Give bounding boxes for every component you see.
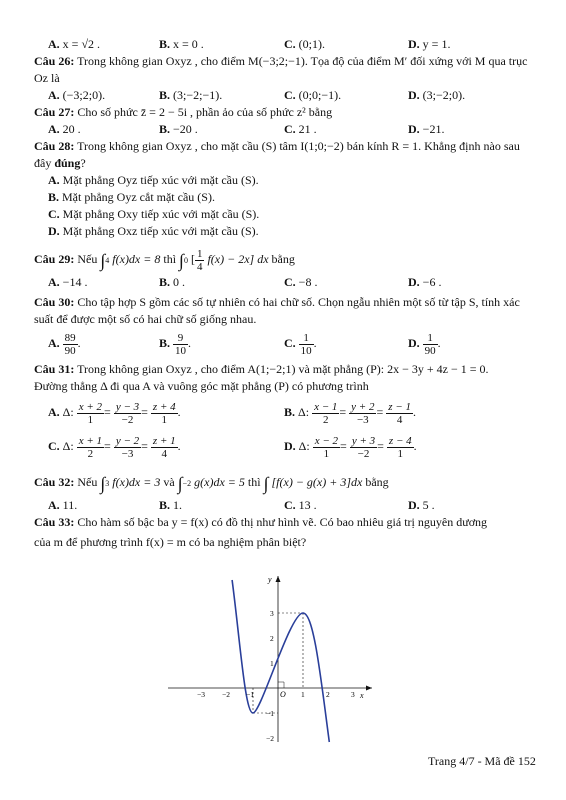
origin-label: O [280,690,286,699]
exam-page [34,36,534,551]
origin-marker [278,682,284,688]
question-28: Câu 28: Trong không gian Oxyz , cho mặt cầu (S) tâm I(1;0;−2) bán kính R = 1. Khẳng định nào sau đây đúng? [34,139,520,170]
q31-options-cd: C. Δ: $\frac{x + 1}{2}$ = $\frac{y - 2}{-3}$ = $\frac{z + 1}{4}$ . D. Δ: $\frac{x - 2}{1}$ = $\frac{y + 3}{-2}$ = $\frac{z - 4}{1}$ . [48,434,417,460]
y-tick-label: −2 [266,734,274,743]
q31-options-ab: A. Δ: $\frac{x + 2}{1}$ = $\frac{y - 3}{-2}$ = $\frac{z + 4}{1}$ . B. Δ: $\frac{x - 1}{2}$ = $\frac{y + 2}{-3}$ = $\frac{z - 1}{4}$ . [48,400,416,426]
y-tick-label: 2 [270,634,274,643]
q30-options: A. $\frac{89}{90}$ . B. $\frac{9}{10}$ . C. $\frac{1}{10}$ . D. $\frac{1}{90}$ . [48,331,441,357]
q32-options: A. 11. B. 1. C. 13 . D. 5 . [48,498,435,512]
question-29: Câu 29: Nếu ∫4 f(x)dx = 8 thì ∫0 [ $\frac{1}{4}$ f(x) − 2x] dx bằng [34,247,295,273]
q26-options: A. (−3;2;0). B. (3;−2;−1). C. (0;0;−1). D. (3;−2;0). [48,88,466,102]
y-tick-label: −1 [266,709,274,718]
q25-options: A. x = √2 . B. x = 0 . C. (0;1). D. y = 1. [48,37,451,51]
cubic-function-graph [160,570,380,745]
question-30: Câu 30: Cho tập hợp S gồm các số tự nhiên có hai chữ số. Chọn ngẫu nhiên một số từ tập S, tính xác suất để được một số có hai chữ số giống nhau. [34,295,520,326]
question-27: Câu 27: Cho số phức z̄ = 2 − 5i , phần ảo của số phức z² bằng [34,105,333,119]
integral-sign: ∫ [177,473,183,494]
question-33: Câu 33: Cho hàm số bậc ba y = f(x) có đồ thị như hình vẽ. Có bao nhiêu giá trị nguyên dương [34,515,488,529]
integral-sign: ∫ [100,473,106,494]
page-footer: Trang 4/7 - Mã đề 152 [428,754,536,768]
cubic-curve [232,580,329,742]
x-tick-label: 2 [326,690,330,699]
integral-sign: ∫ [100,250,106,271]
question-31: Câu 31: Trong không gian Oxyz , cho điểm A(1;−2;1) và mặt phẳng (P): 2x − 3y + 4z − 1 = 0. [34,362,489,376]
x-tick-label: 1 [301,690,305,699]
question-32: Câu 32: Nếu ∫3 f(x)dx = 3 và ∫−2 g(x)dx = 5 thì ∫ [f(x) − g(x) + 3]dx bằng [34,473,389,494]
integral-sign: ∫ [179,250,184,271]
y-axis-label: y [268,575,272,584]
q28-option-d: D. Mặt phẳng Oxz tiếp xúc với mặt cầu (S). [48,224,259,238]
y-tick-label: 3 [270,609,274,618]
x-axis-arrow-icon [366,686,372,691]
q28-option-b: B. Mặt phẳng Oyz cắt mặt cầu (S). [48,190,215,204]
x-tick-label: −1 [246,690,254,699]
question-26: Câu 26: Trong không gian Oxyz , cho điểm M(−3;2;−1). Tọa độ của điểm M′ đối xứng với M qua trục Oz là [34,54,528,85]
x-tick-label: 3 [351,690,355,699]
question-33-line2: của m để phương trình f(x) = m có ba nghiệm phân biệt? [34,535,307,549]
x-axis-label: x [360,691,364,700]
y-tick-label: 1 [270,659,274,668]
q29-options: A. −14 . B. 0 . C. −8 . D. −6 . [48,275,442,289]
x-tick-label: −2 [222,690,230,699]
y-axis-arrow-icon [276,576,281,582]
q28-option-a: A. Mặt phẳng Oyz tiếp xúc với mặt cầu (S). [48,173,259,187]
q27-options: A. 20 . B. −20 . C. 21 . D. −21. [48,122,445,136]
question-31-line2: Đường thẳng Δ đi qua A và vuông góc mặt phẳng (P) có phương trình [34,379,369,393]
q28-option-c: C. Mặt phẳng Oxy tiếp xúc với mặt cầu (S). [48,207,260,221]
x-tick-label: −3 [197,690,205,699]
integral-sign: ∫ [263,473,269,494]
